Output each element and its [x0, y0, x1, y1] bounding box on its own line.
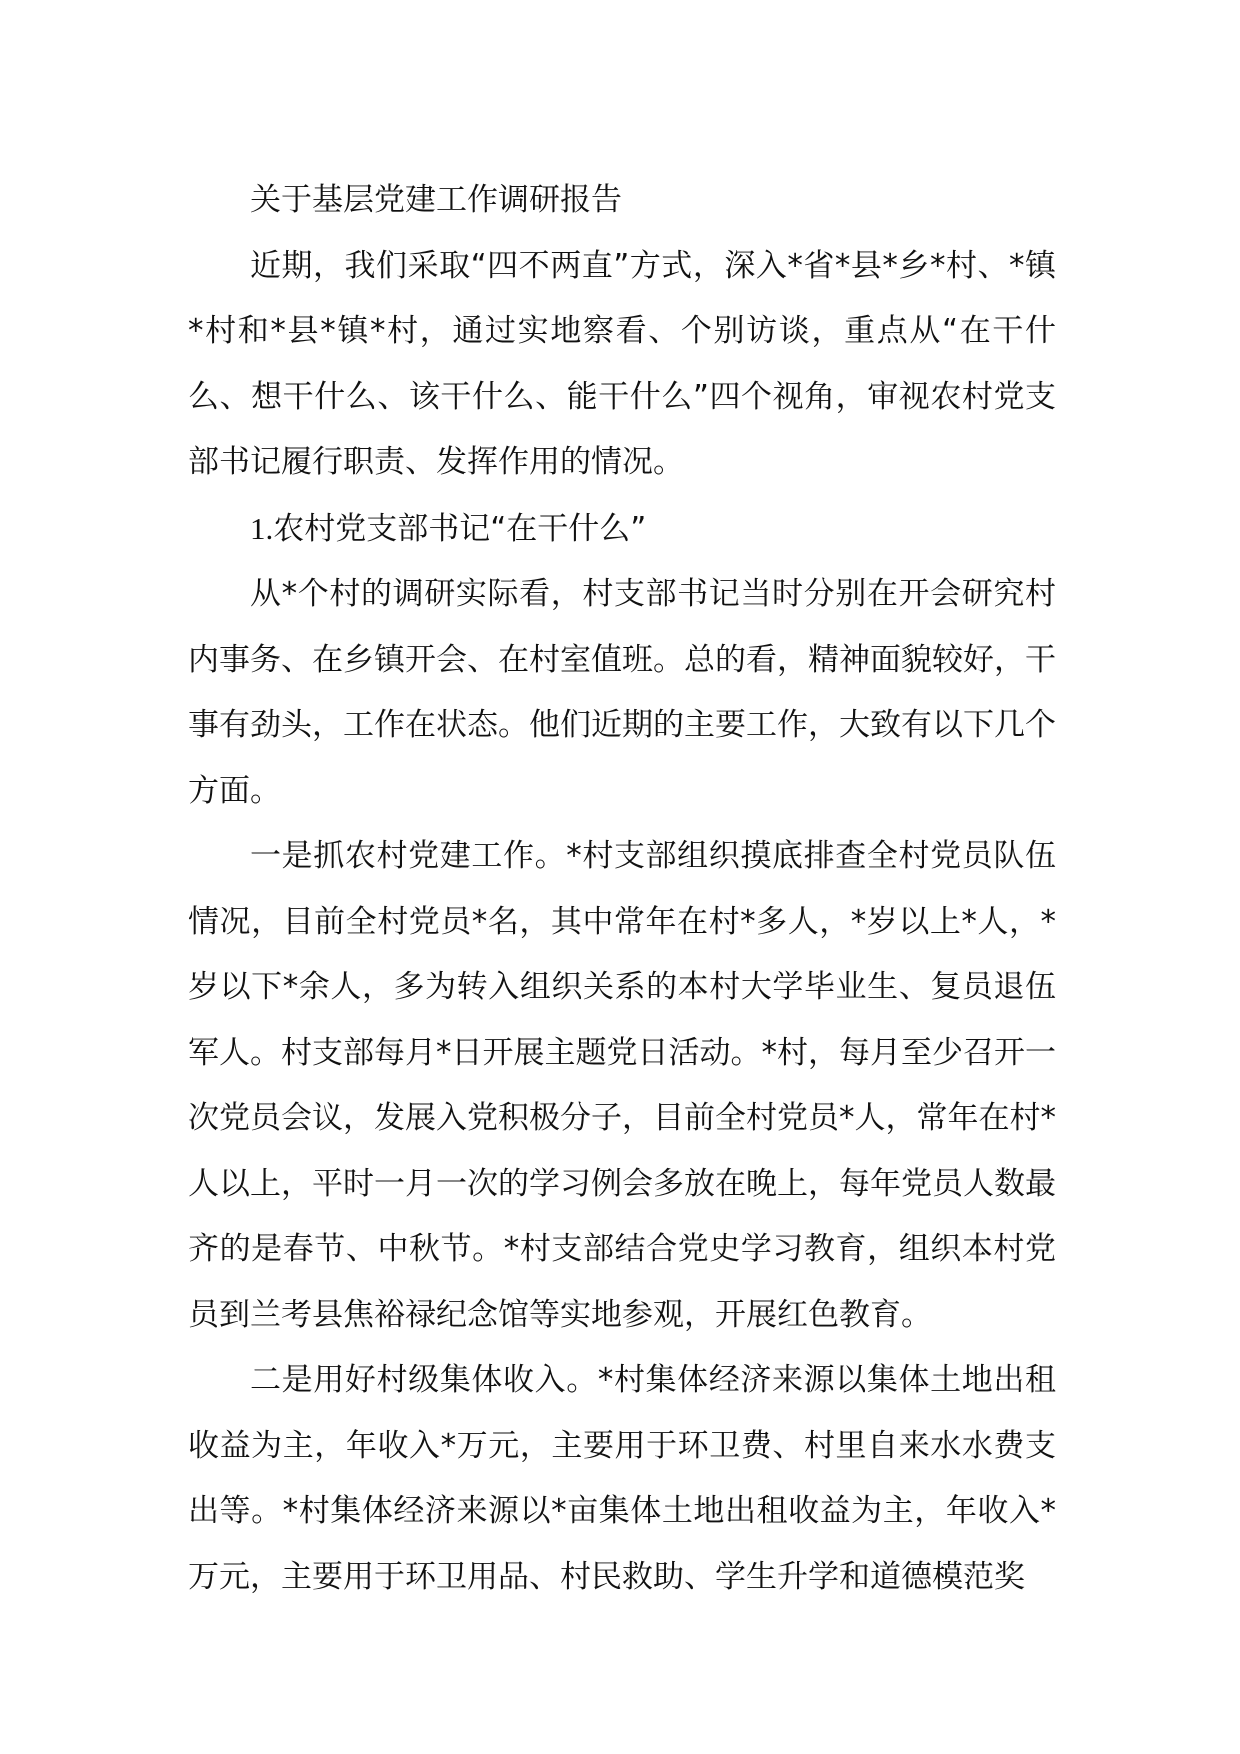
paragraph-collective-income: 二是用好村级集体收入。*村集体经济来源以集体土地出租收益为主，年收入*万元，主要用于环卫费、村里自来水水费支出等。*村集体经济来源以*亩集体土地出租收益为主，年收入*万元，主要用于环卫用品、村民救助、学生升学和道德模范奖 — [188, 1362, 1056, 1595]
paragraph-intro: 近期，我们采取“四不两直”方式，深入*省*县*乡*村、*镇*村和*县*镇*村，通过实地察看、个别访谈，重点从“在干什么、想干什么、该干什么、能干什么”四个视角，审视农村党支部书记履行职责、发挥作用的情况。 — [188, 247, 1056, 480]
section-heading-text: 农村党支部书记“在干什么” — [273, 510, 647, 547]
paragraph-party-building: 一是抓农村党建工作。*村支部组织摸底排查全村党员队伍情况，目前全村党员*名，其中常年在村*多人，*岁以上*人，*岁以下*余人，多为转入组织关系的本村大学毕业生、复员退伍军人。村支部每月*日开展主题党日活动。*村，每月至少召开一次党员会议，发展入党积极分子，目前全村党员*人，常年在村*人以上，平时一月一次的学习例会多放在晚上，每年党员人数最齐的是春节、中秋节。*村支部结合党史学习教育，组织本村党员到兰考县焦裕禄纪念馆等实地参观，开展红色教育。 — [188, 838, 1056, 1333]
paragraph-overview: 从*个村的调研实际看，村支部书记当时分别在开会研究村内事务、在乡镇开会、在村室值班。总的看，精神面貌较好，干事有劲头，工作在状态。他们近期的主要工作，大致有以下几个方面。 — [188, 576, 1056, 809]
section-number: 1. — [250, 510, 274, 546]
document-page — [188, 168, 1056, 1610]
section-heading-1 — [188, 496, 1056, 563]
document-title: 关于基层党建工作调研报告 — [250, 182, 622, 218]
